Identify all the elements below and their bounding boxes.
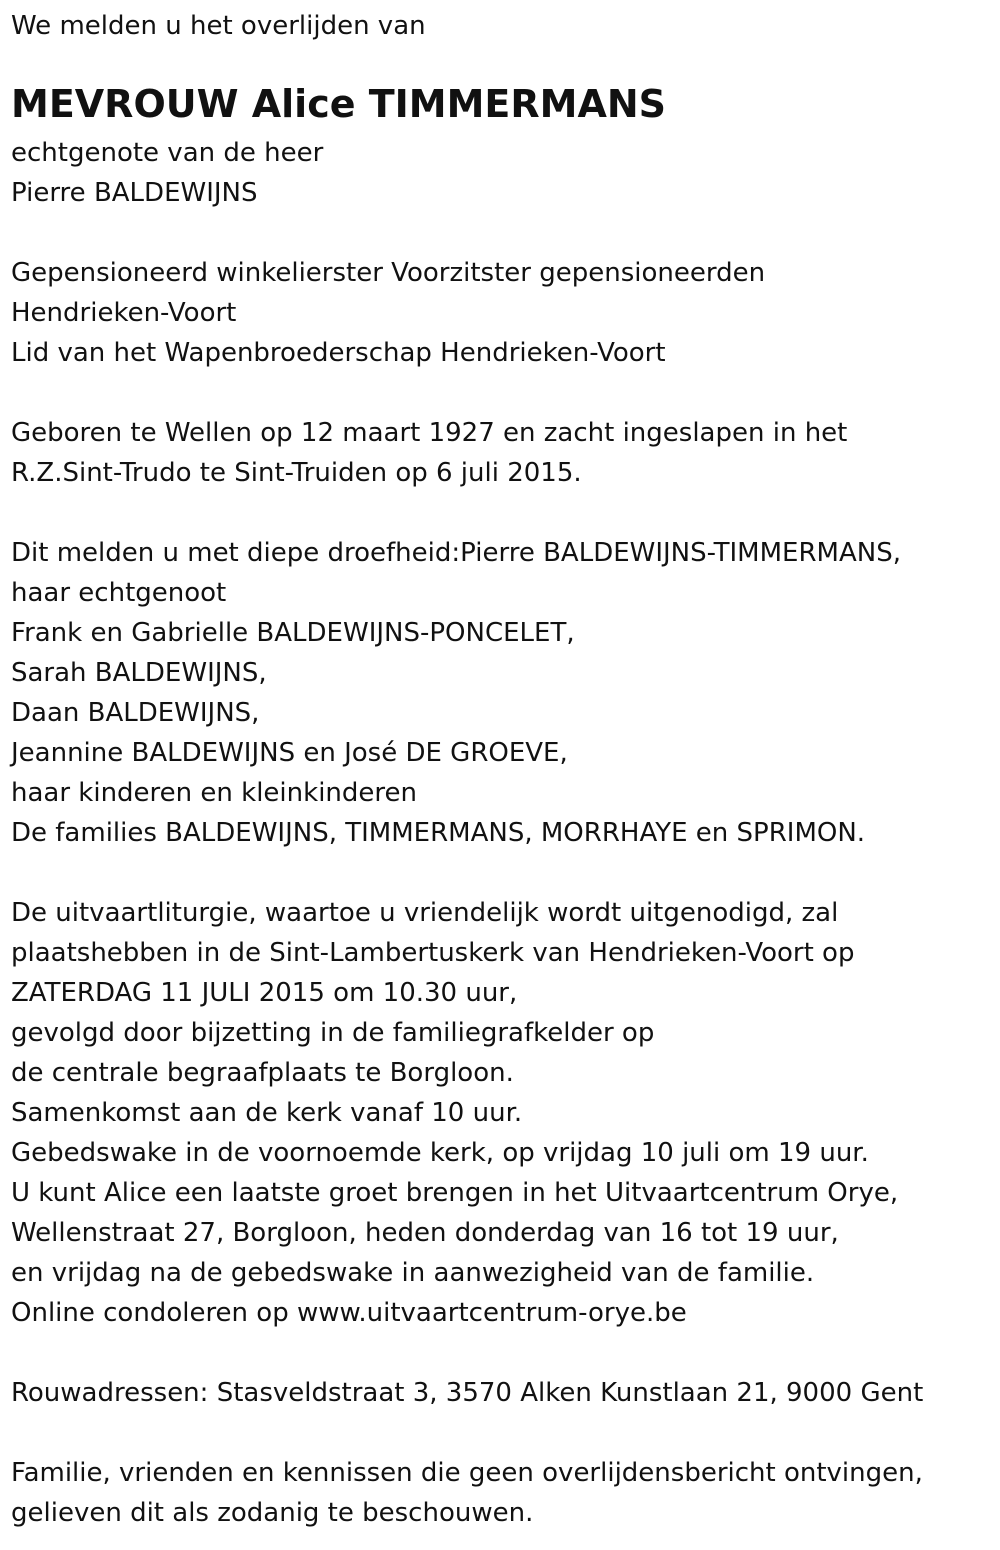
family-line: haar echtgenoot <box>11 578 227 608</box>
ceremony-line: Samenkomst aan de kerk vanaf 10 uur. <box>11 1098 523 1128</box>
title-line: Hendrieken-Voort <box>11 298 237 328</box>
ceremony-line: Wellenstraat 27, Borgloon, heden donderdag van 16 tot 19 uur, <box>11 1218 839 1248</box>
ceremony-line: U kunt Alice een laatste groet brengen in het Uitvaartcentrum Orye, <box>11 1178 899 1208</box>
ceremony-section <box>11 893 989 1333</box>
birth-death-line: R.Z.Sint-Trudo te Sint-Truiden op 6 juli 2015. <box>11 458 582 488</box>
ceremony-line: plaatshebben in de Sint-Lambertuskerk van Hendrieken-Voort op <box>11 938 855 968</box>
birth-death-line: Geboren te Wellen op 12 maart 1927 en zacht ingeslapen in het <box>11 418 848 448</box>
addresses-section <box>11 1373 989 1413</box>
title-line: Lid van het Wapenbroederschap Hendrieken-Voort <box>11 338 666 368</box>
ceremony-line: ZATERDAG 11 JULI 2015 om 10.30 uur, <box>11 978 518 1008</box>
family-line: Daan BALDEWIJNS, <box>11 698 260 728</box>
ceremony-line: Online condoleren op www.uitvaartcentrum-orye.be <box>11 1298 687 1328</box>
family-line: haar kinderen en kleinkinderen <box>11 778 417 808</box>
title-line: Gepensioneerd winkelierster Voorzitster gepensioneerden <box>11 258 766 288</box>
intro-text: We melden u het overlijden van <box>11 11 426 41</box>
ceremony-line: Gebedswake in de voornoemde kerk, op vrijdag 10 juli om 19 uur. <box>11 1138 869 1168</box>
family-section <box>11 533 989 853</box>
titles-section <box>11 253 989 373</box>
birth-death-section <box>11 413 989 493</box>
family-line: Dit melden u met diepe droefheid:Pierre BALDEWIJNS-TIMMERMANS, <box>11 538 901 568</box>
deceased-name: MEVROUW Alice TIMMERMANS <box>11 82 667 126</box>
spouse-line: echtgenote van de heer <box>11 138 324 168</box>
closing-section <box>11 1453 989 1533</box>
family-line: Sarah BALDEWIJNS, <box>11 658 267 688</box>
family-line: De families BALDEWIJNS, TIMMERMANS, MORRHAYE en SPRIMON. <box>11 818 866 848</box>
ceremony-line: De uitvaartliturgie, waartoe u vriendelijk wordt uitgenodigd, zal <box>11 898 839 928</box>
addresses-line: Rouwadressen: Stasveldstraat 3, 3570 Alken Kunstlaan 21, 9000 Gent <box>11 1378 924 1408</box>
closing-line: Familie, vrienden en kennissen die geen overlijdensbericht ontvingen, <box>11 1458 923 1488</box>
family-line: Jeannine BALDEWIJNS en José DE GROEVE, <box>11 738 568 768</box>
closing-line: gelieven dit als zodanig te beschouwen. <box>11 1498 534 1528</box>
spouse-section <box>11 133 989 213</box>
family-line: Frank en Gabrielle BALDEWIJNS-PONCELET, <box>11 618 575 648</box>
ceremony-line: de centrale begraafplaats te Borgloon. <box>11 1058 514 1088</box>
spouse-line: Pierre BALDEWIJNS <box>11 178 258 208</box>
ceremony-line: en vrijdag na de gebedswake in aanwezigheid van de familie. <box>11 1258 815 1288</box>
ceremony-line: gevolgd door bijzetting in de familiegrafkelder op <box>11 1018 655 1048</box>
